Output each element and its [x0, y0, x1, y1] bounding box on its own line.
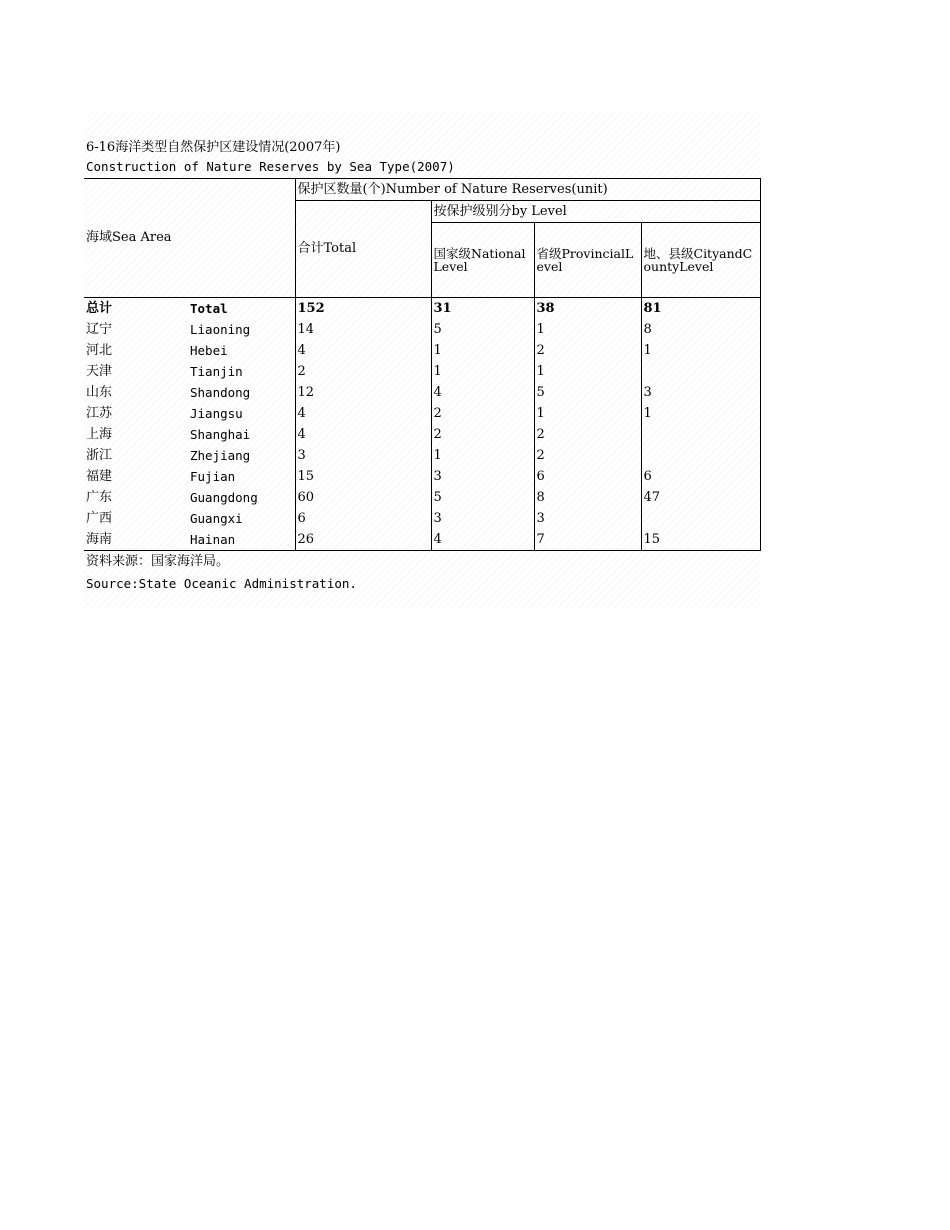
table-row [84, 340, 760, 361]
cell-total: 2 [295, 361, 431, 382]
row-name-en: Tianjin [190, 363, 243, 379]
cell-city-county [641, 445, 760, 466]
row-name-cn: 广东 [86, 489, 113, 505]
table-row [84, 319, 760, 340]
header-number-group: 保护区数量(个)Number of Nature Reserves(unit) [295, 179, 760, 201]
cell-city-county: 1 [641, 403, 760, 424]
row-name-cn: 海南 [84, 529, 188, 551]
cell-national: 3 [431, 508, 534, 529]
row-name-en: Shandong [190, 384, 251, 400]
row-name-en: Jiangsu [190, 405, 243, 421]
cell-national: 2 [431, 403, 534, 424]
row-name-cn: 天津 [86, 363, 113, 379]
cell-national: 5 [431, 319, 534, 340]
row-name-cn: 江苏 [86, 405, 113, 421]
row-name-cn: 河北 [86, 342, 113, 358]
cell-provincial: 2 [534, 424, 641, 445]
table-row [84, 529, 760, 551]
row-name-en: Hebei [190, 342, 228, 358]
row-name-cn: 辽宁 [86, 321, 113, 337]
cell-total: 26 [295, 529, 431, 551]
cell-city-county: 1 [641, 340, 760, 361]
cell-city-county: 47 [641, 487, 760, 508]
cell-total: 3 [295, 445, 431, 466]
cell-provincial: 8 [534, 487, 641, 508]
cell-total: 6 [295, 508, 431, 529]
cell-city-county: 8 [641, 319, 760, 340]
table-row [84, 445, 760, 466]
cell-national: 2 [431, 424, 534, 445]
cell-provincial: 38 [534, 298, 641, 320]
row-name-cn: 福建 [86, 468, 113, 484]
cell-provincial: 1 [534, 403, 641, 424]
cell-national: 1 [431, 445, 534, 466]
table-row [84, 508, 760, 529]
cell-total: 14 [295, 319, 431, 340]
table-title-en: Construction of Nature Reserves by Sea Type(2007) [86, 159, 455, 174]
table-row [84, 424, 760, 445]
cell-city-county: 6 [641, 466, 760, 487]
cell-national: 4 [431, 382, 534, 403]
table-title-cn: 6-16海洋类型自然保护区建设情况(2007年) [86, 140, 341, 155]
table-row [84, 487, 760, 508]
cell-national: 5 [431, 487, 534, 508]
header-provincial: 省级ProvincialLevel [534, 223, 641, 298]
cell-provincial: 5 [534, 382, 641, 403]
source-note-en: Source:State Oceanic Administration. [86, 576, 357, 591]
row-name-cn: 广西 [86, 510, 113, 526]
cell-provincial: 6 [534, 466, 641, 487]
table-row-total [84, 298, 760, 320]
table-row [84, 466, 760, 487]
cell-total: 4 [295, 403, 431, 424]
header-sea-area: 海域Sea Area [84, 179, 295, 298]
cell-total: 12 [295, 382, 431, 403]
cell-total: 4 [295, 424, 431, 445]
cell-provincial: 1 [534, 361, 641, 382]
cell-city-county: 81 [641, 298, 760, 320]
cell-city-county: 15 [641, 529, 760, 551]
row-name-en: Shanghai [190, 426, 251, 442]
cell-provincial: 1 [534, 319, 641, 340]
row-name-en: Zhejiang [190, 447, 251, 463]
cell-national: 3 [431, 466, 534, 487]
row-name-en: Liaoning [190, 321, 251, 337]
cell-total: 152 [295, 298, 431, 320]
row-name-en: Guangdong [190, 489, 258, 505]
cell-provincial: 3 [534, 508, 641, 529]
cell-city-county [641, 508, 760, 529]
row-name-cn: 总计 [86, 300, 113, 316]
table-row [84, 382, 760, 403]
row-name-en: Hainan [188, 529, 295, 551]
table-row [84, 361, 760, 382]
header-national: 国家级NationalLevel [431, 223, 534, 298]
row-name-cn: 山东 [86, 384, 113, 400]
cell-national: 1 [431, 340, 534, 361]
row-name-cn: 上海 [86, 426, 113, 442]
spreadsheet-area [84, 112, 760, 608]
source-note-cn: 资料来源：国家海洋局。 [86, 554, 230, 569]
cell-total: 4 [295, 340, 431, 361]
row-name-en: Guangxi [190, 510, 243, 526]
cell-provincial: 2 [534, 340, 641, 361]
nature-reserves-table [84, 178, 761, 595]
cell-city-county [641, 361, 760, 382]
cell-city-county: 3 [641, 382, 760, 403]
row-name-cn: 浙江 [86, 447, 113, 463]
header-by-level: 按保护级别分by Level [431, 201, 760, 223]
table-row [84, 403, 760, 424]
cell-national: 4 [431, 529, 534, 551]
cell-total: 15 [295, 466, 431, 487]
header-city-county: 地、县级CityandCountyLevel [641, 223, 760, 298]
cell-national: 1 [431, 361, 534, 382]
header-total: 合计Total [295, 201, 431, 298]
cell-provincial: 7 [534, 529, 641, 551]
row-name-en: Total [190, 300, 228, 316]
cell-total: 60 [295, 487, 431, 508]
cell-national: 31 [431, 298, 534, 320]
cell-provincial: 2 [534, 445, 641, 466]
cell-city-county [641, 424, 760, 445]
row-name-en: Fujian [190, 468, 236, 484]
